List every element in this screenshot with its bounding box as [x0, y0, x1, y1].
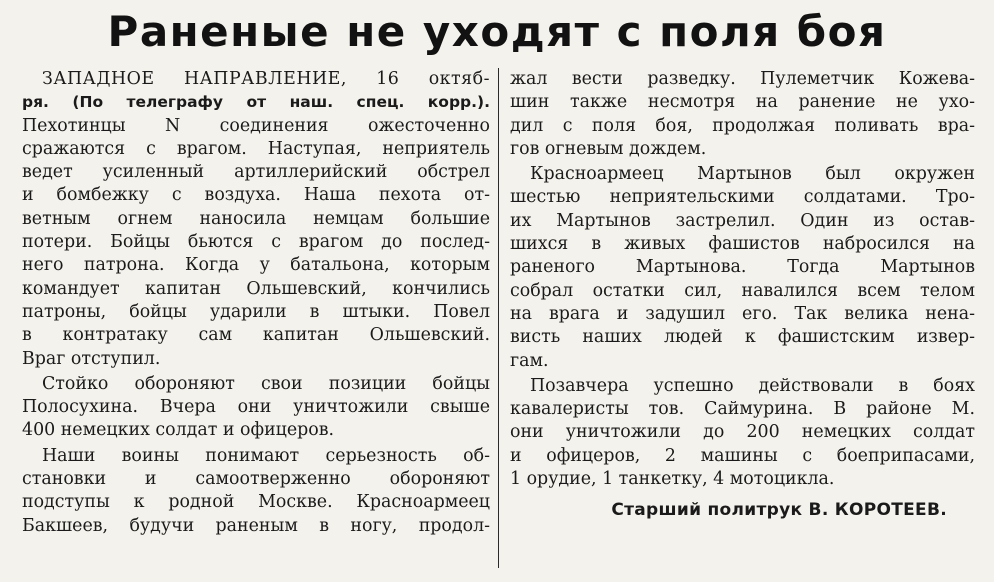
text-line: висть наших людей к фашистским извер- — [510, 327, 975, 348]
text-line: дил с поля боя, продолжая поливать вра- — [510, 115, 975, 136]
right-column — [510, 68, 975, 523]
text-line: на врага и задушил его. Так велика нена- — [510, 303, 975, 324]
text-line: Полосухина. Вчера они уничтожили свыше — [22, 397, 490, 418]
text-line: Позавчера успешно действовали в боях — [530, 375, 975, 396]
text-line: шин также несмотря на ранение не ухо- — [510, 92, 975, 113]
text-line: кавалеристы тов. Саймурина. В районе М. — [510, 399, 975, 420]
text-line: их Мартынов застрелил. Один из остав- — [510, 210, 975, 231]
text-line: в контратаку сам капитан Ольшевский. — [22, 325, 490, 346]
text-line: подступы к родной Москве. Красноармеец — [22, 492, 490, 513]
text-line: командует капитан Ольшевский, кончились — [22, 278, 490, 299]
text-line: 400 немецких солдат и офицеров. — [22, 420, 335, 441]
text-line: и офицеров, 2 машины с боеприпасами, — [510, 445, 975, 466]
source-credit: ря. (По телеграфу от наш. спец. корр.). — [22, 93, 490, 112]
left-column — [22, 68, 490, 538]
article-headline: Раненые не уходят с поля боя — [107, 7, 887, 56]
text-line: шихся в живых фашистов набросился на — [510, 234, 975, 255]
text-line: Наши воины понимают серьезность об- — [42, 445, 490, 466]
text-line: 1 орудие, 1 танкетку, 4 мотоцикла. — [510, 469, 835, 490]
text-line: Красноармеец Мартынов был окружен — [530, 164, 975, 185]
text-line: него патрона. Когда у батальона, которым — [22, 255, 490, 276]
text-line: сражаются с врагом. Наступая, неприятель — [22, 138, 490, 159]
text-line: гам. — [510, 350, 549, 371]
column-divider — [498, 68, 499, 568]
text-line: шестью неприятельскими солдатами. Тро- — [510, 187, 975, 208]
text-line: Враг отступил. — [22, 348, 161, 369]
text-line: и бомбежку с воздуха. Наша пехота от- — [22, 185, 490, 206]
text-line: патроны, бойцы ударили в штыки. Повел — [22, 301, 490, 322]
text-line: жал вести разведку. Пулеметчик Кожева- — [510, 69, 975, 89]
dateline: ЗАПАДНОЕ НАПРАВЛЕНИЕ, 16 октяб- — [42, 69, 490, 89]
text-line: собрал остатки сил, навалился всем телом — [510, 280, 975, 301]
text-line: Бакшеев, будучи раненым в ногу, продол- — [22, 515, 490, 536]
text-line: Стойко обороняют свои позиции бойцы — [42, 373, 490, 394]
text-line: ведет усиленный артиллерийский обстрел — [22, 162, 490, 183]
text-line: ветным огнем наносила немцам большие — [22, 208, 490, 229]
text-line: гов огневым дождем. — [510, 138, 707, 159]
text-line: потери. Бойцы бьются с врагом до послед- — [22, 232, 490, 253]
text-line: становки и самоотверженно обороняют — [22, 469, 490, 490]
author-signature: Старший политрук В. КОРОТЕЕВ. — [611, 500, 947, 521]
text-line: Пехотинцы N соединения ожесточенно — [22, 115, 490, 136]
text-line: они уничтожили до 200 немецких солдат — [510, 422, 975, 443]
text-line: раненого Мартынова. Тогда Мартынов — [510, 257, 975, 278]
